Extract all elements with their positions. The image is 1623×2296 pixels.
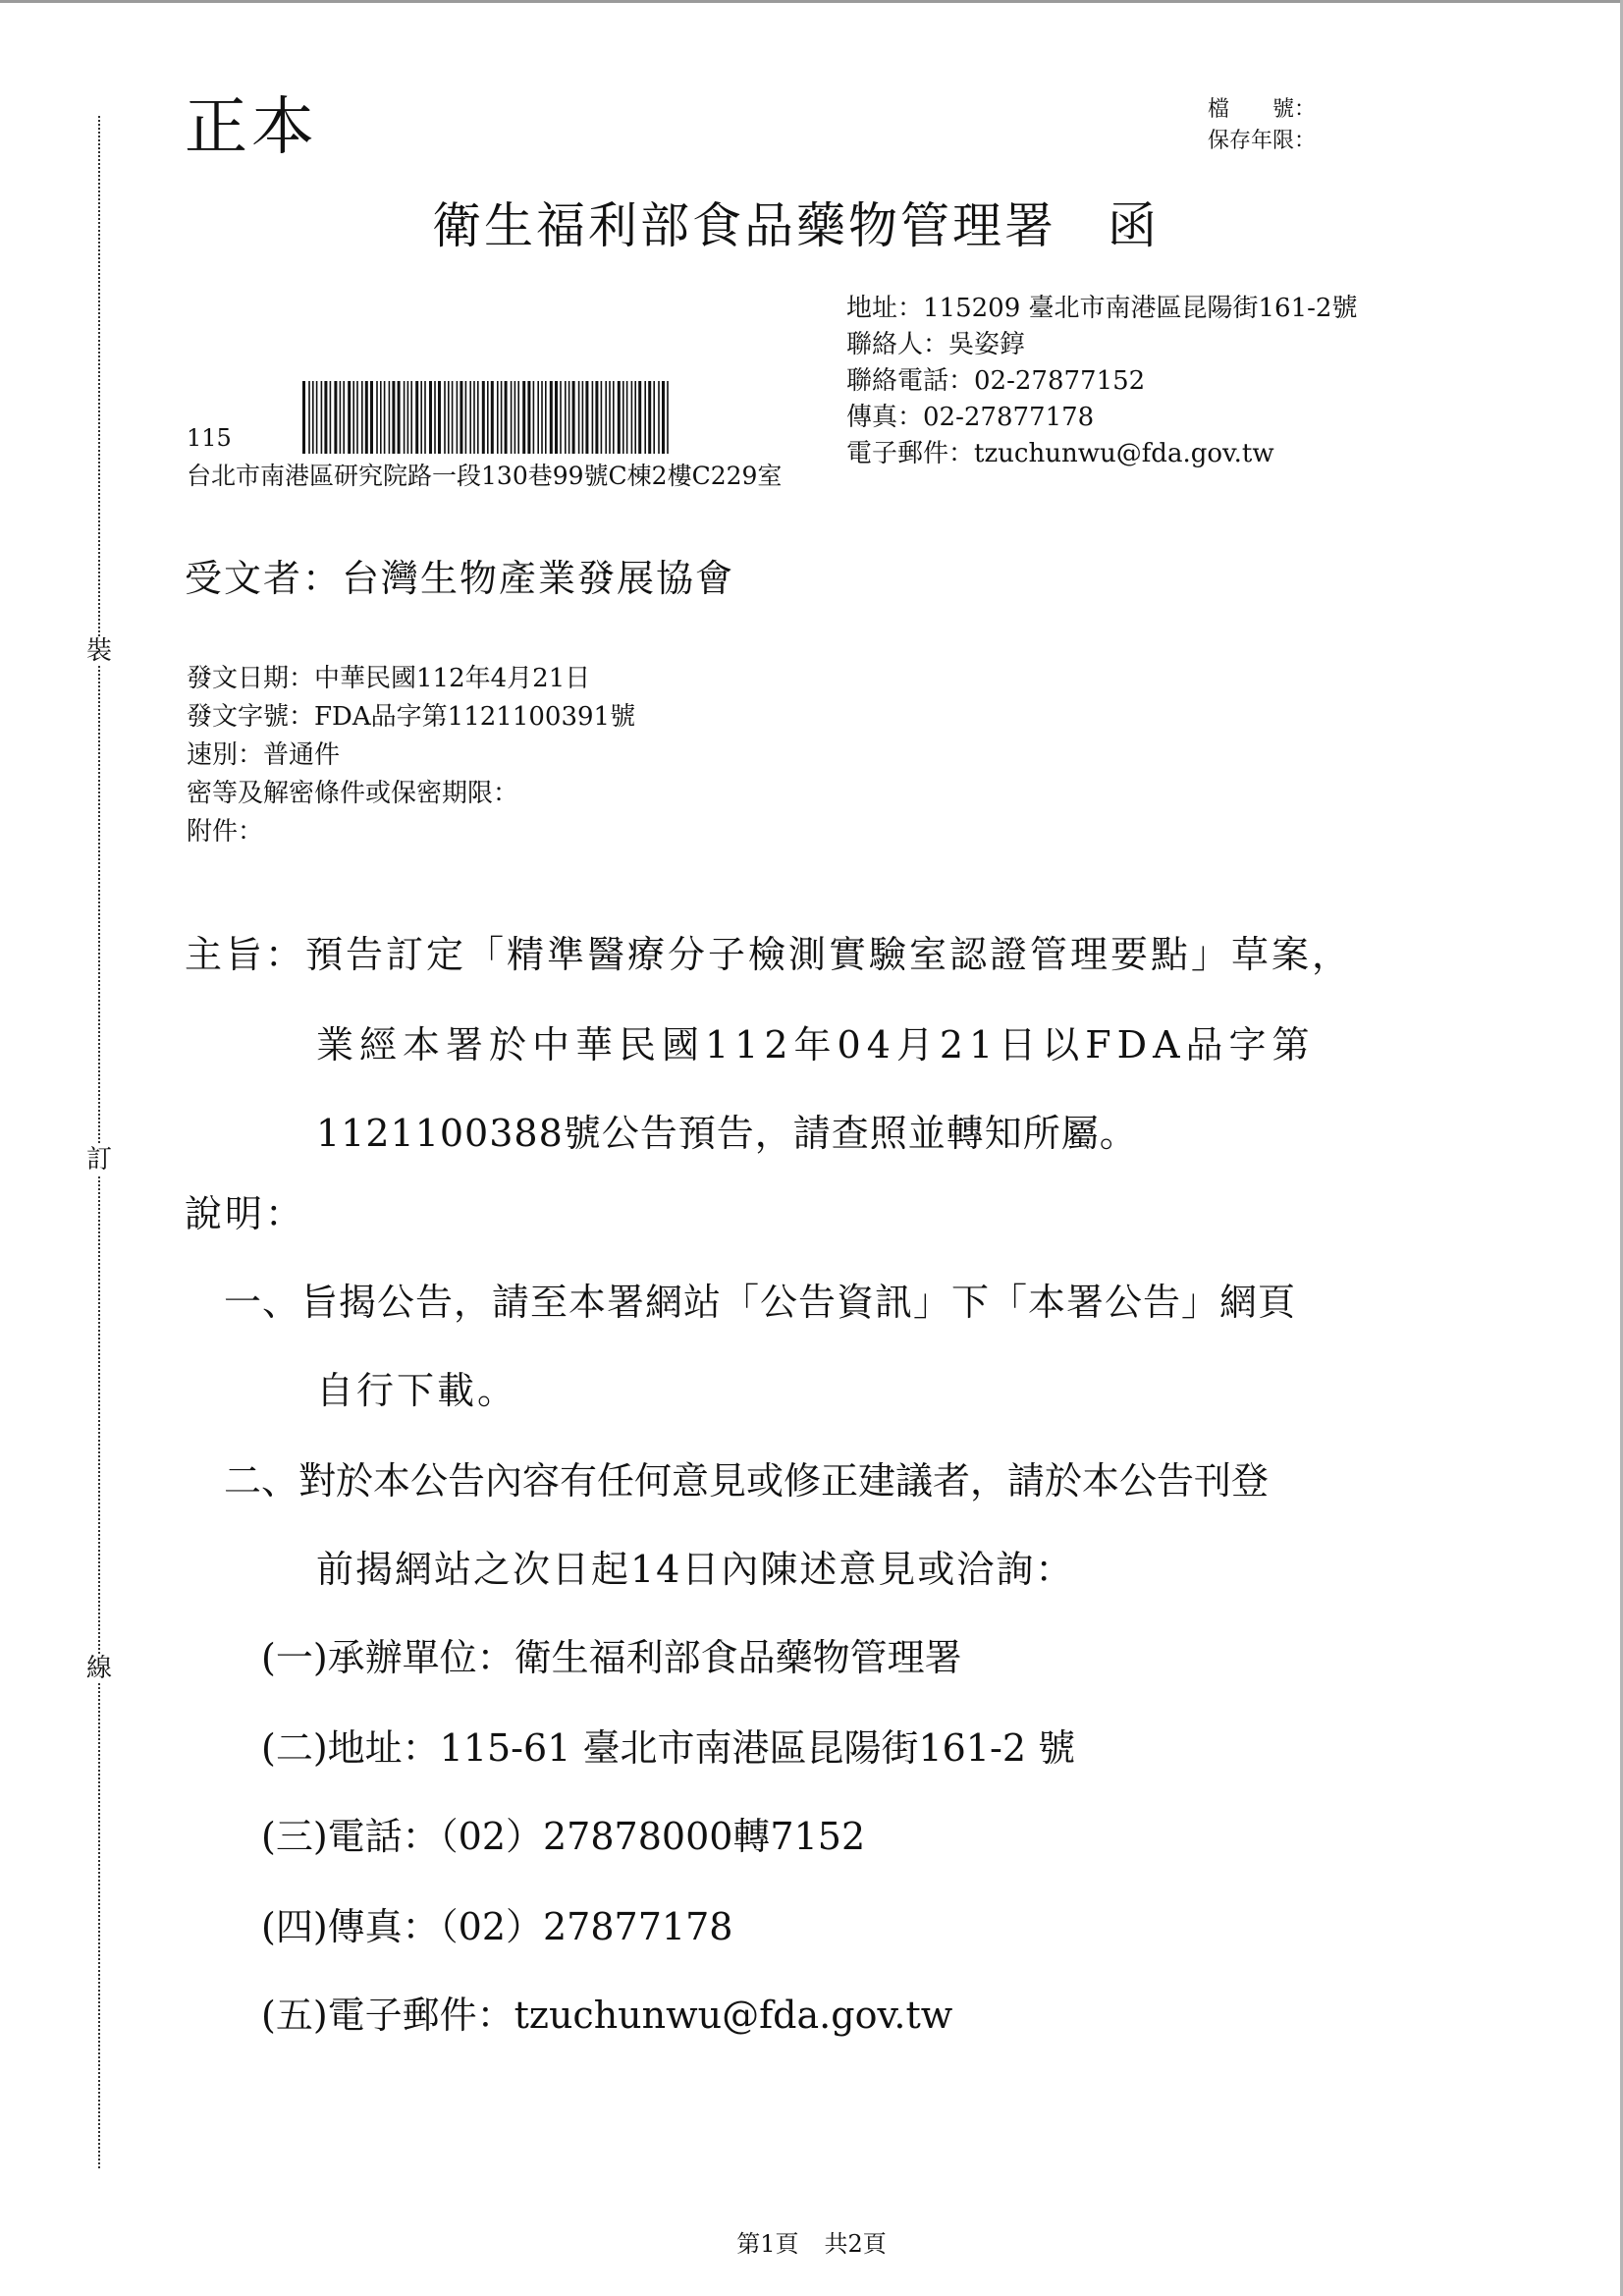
top-border xyxy=(0,0,1623,3)
subject-line-2: 業經本署於中華民國112年04月21日以FDA品字第 xyxy=(316,1023,1316,1066)
barcode-bar xyxy=(634,381,636,454)
barcode-bar xyxy=(648,381,651,454)
classification: 密等及解密條件或保密期限： xyxy=(187,779,519,808)
barcode-bar xyxy=(376,381,378,454)
barcode-bar xyxy=(365,381,368,454)
attachments: 附件： xyxy=(187,817,264,847)
barcode-bar xyxy=(560,381,562,454)
contact-phone: 聯絡電話：02-27877152 xyxy=(846,366,1146,396)
barcode-bar xyxy=(497,381,499,454)
barcode-bar xyxy=(609,381,611,454)
barcode-bar xyxy=(334,381,337,454)
barcode-bar xyxy=(601,381,603,454)
barcode-bar xyxy=(622,381,624,454)
barcode-bar xyxy=(434,381,436,454)
barcode-bar xyxy=(514,381,516,454)
barcode-bar xyxy=(452,381,454,454)
explanation-item-1-line-1: 一、旨揭公告，請至本署網站「公告資訊」下「本署公告」網頁 xyxy=(224,1281,1297,1324)
barcode-bar xyxy=(626,381,628,454)
barcode-bar xyxy=(380,381,382,454)
file-meta xyxy=(1208,94,1316,157)
binding-mark-ding: 訂 xyxy=(86,1145,113,1175)
barcode-bar xyxy=(448,381,450,454)
barcode-bar xyxy=(389,381,391,454)
barcode-bar xyxy=(568,381,570,454)
barcode-bar xyxy=(444,381,446,454)
subitem-office: (一)承辦單位：衛生福利部食品藥物管理署 xyxy=(261,1636,962,1679)
barcode-bar xyxy=(410,381,412,454)
recipient-mailing-address: 台北市南港區研究院路一段130巷99號C棟2樓C229室 xyxy=(187,462,783,490)
agency-name: 衛生福利部食品藥物管理署 xyxy=(432,197,1056,254)
barcode-bar xyxy=(415,381,418,454)
barcode-bar xyxy=(511,381,513,454)
barcode-bar xyxy=(457,381,459,454)
binding-mark-xian: 線 xyxy=(86,1654,113,1683)
barcode-bar xyxy=(667,381,669,454)
barcode-bar xyxy=(469,381,471,454)
explanation-heading: 說明： xyxy=(185,1192,306,1235)
barcode-bar xyxy=(618,381,621,454)
subject-line-3: 1121100388號公告預告，請查照並轉知所屬。 xyxy=(316,1112,1138,1155)
barcode-bar xyxy=(595,381,598,454)
barcode-bar xyxy=(356,381,358,454)
barcode-bar xyxy=(545,381,547,454)
document-type: 函 xyxy=(1108,197,1160,254)
file-number-label: 檔 號： xyxy=(1208,97,1317,122)
binding-line xyxy=(98,116,100,2168)
barcode-bar xyxy=(527,381,530,454)
barcode-bar xyxy=(465,381,467,454)
barcode-bar xyxy=(585,381,588,454)
barcode-bar xyxy=(429,381,432,454)
issue-date: 發文日期：中華民國112年4月21日 xyxy=(187,664,591,693)
barcode-bar xyxy=(662,381,665,454)
contact-fax: 傳真：02-27877178 xyxy=(846,403,1095,432)
subitem-address: (二)地址：115-61 臺北市南港區昆陽街161-2 號 xyxy=(261,1726,1076,1770)
document-title xyxy=(432,194,1160,257)
barcode-bar xyxy=(592,381,594,454)
postal-code: 115 xyxy=(187,424,232,452)
barcode-bar xyxy=(644,381,646,454)
barcode-bar xyxy=(473,381,475,454)
page-number: 第1頁 xyxy=(736,2230,799,2258)
original-copy-stamp: 正本 xyxy=(185,91,318,164)
barcode-bar xyxy=(555,381,558,454)
barcode-bar xyxy=(522,381,525,454)
barcode-bar xyxy=(312,381,314,454)
sender-address: 地址：115209 臺北市南港區昆陽街161-2號 xyxy=(846,294,1358,323)
barcode-bar xyxy=(487,381,489,454)
barcode-bar xyxy=(343,381,345,454)
barcode-bar xyxy=(505,381,508,454)
barcode-bar xyxy=(340,381,342,454)
barcode-bar xyxy=(420,381,422,454)
subitem-fax: (四)傳真：（02）27877178 xyxy=(261,1905,733,1948)
explanation-item-1-line-2: 自行下載。 xyxy=(316,1369,518,1412)
barcode-bar xyxy=(533,381,535,454)
barcode-bar xyxy=(550,381,553,454)
barcode-bar xyxy=(491,381,494,454)
barcode-bar xyxy=(324,381,327,454)
explanation-item-2-line-1: 二、對於本公告內容有任何意見或修正建議者，請於本公告刊登 xyxy=(224,1459,1270,1503)
explanation-item-2-line-2: 前揭網站之次日起14日內陳述意見或洽詢： xyxy=(316,1548,1075,1591)
barcode-bar xyxy=(398,381,401,454)
barcode-bar xyxy=(404,381,406,454)
barcode-bar xyxy=(460,381,462,454)
subitem-phone: (三)電話：（02）27878000轉7152 xyxy=(261,1815,866,1858)
barcode-bar xyxy=(578,381,580,454)
barcode-bar xyxy=(370,381,373,454)
subject-line-1: 主旨：預告訂定「精準醫療分子檢測實驗室認證管理要點」草案， xyxy=(185,933,1353,976)
barcode-bar xyxy=(352,381,354,454)
barcode-bar xyxy=(482,381,485,454)
barcode-bar xyxy=(407,381,409,454)
priority: 速別：普通件 xyxy=(187,740,341,770)
barcode-bar xyxy=(517,381,519,454)
subitem-email: (五)電子郵件：tzuchunwu@fda.gov.tw xyxy=(261,1994,953,2037)
barcode-bar xyxy=(631,381,633,454)
barcode-bar xyxy=(638,381,641,454)
barcode-bar xyxy=(565,381,567,454)
barcode-bar xyxy=(302,381,305,454)
barcode-bar xyxy=(438,381,441,454)
sender-contact-block xyxy=(846,291,1357,472)
barcode-bar xyxy=(572,381,575,454)
barcode-bar xyxy=(605,381,607,454)
barcode-bar xyxy=(541,381,543,454)
barcode-bar xyxy=(384,381,386,454)
recipient: 受文者：台灣生物產業發展協會 xyxy=(185,557,735,600)
barcode-bar xyxy=(658,381,660,454)
document-number: 發文字號：FDA品字第1121100391號 xyxy=(187,702,636,732)
retention-period-label: 保存年限： xyxy=(1208,129,1317,153)
barcode-bar xyxy=(348,381,351,454)
contact-email: 電子郵件：tzuchunwu@fda.gov.tw xyxy=(846,439,1274,468)
barcode-bar xyxy=(316,381,318,454)
barcode-bar xyxy=(308,381,310,454)
barcode-bar xyxy=(501,381,503,454)
contact-person: 聯絡人：吳姿錞 xyxy=(846,330,1026,359)
barcode-bar xyxy=(361,381,363,454)
barcode-bar xyxy=(582,381,584,454)
binding-mark-zhuang: 裝 xyxy=(86,636,113,666)
barcode-bar xyxy=(330,381,332,454)
page-total: 共2頁 xyxy=(824,2230,887,2258)
barcode-bar xyxy=(653,381,655,454)
barcode-bar xyxy=(321,381,323,454)
page-footer xyxy=(0,2229,1623,2259)
mail-barcode xyxy=(300,381,674,454)
barcode-bar xyxy=(392,381,395,454)
barcode-bar xyxy=(477,381,479,454)
barcode-bar xyxy=(537,381,539,454)
document-meta xyxy=(187,660,635,851)
barcode-bar xyxy=(613,381,615,454)
barcode-bar xyxy=(424,381,426,454)
